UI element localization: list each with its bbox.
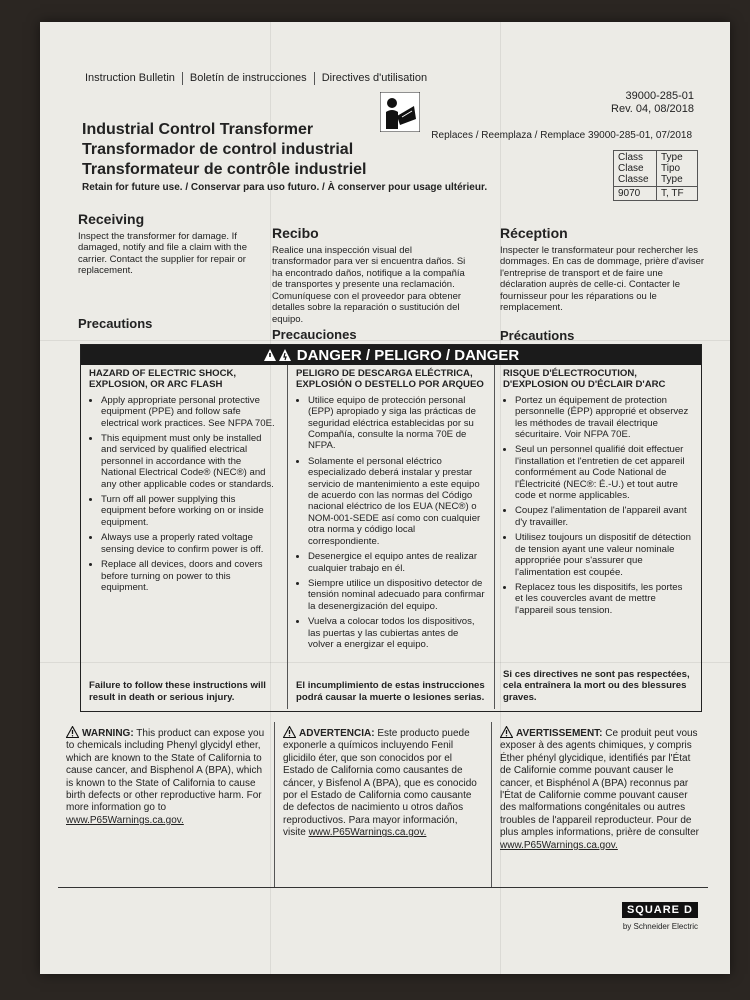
- label-en: Instruction Bulletin: [85, 72, 175, 84]
- danger-banner: [81, 345, 701, 365]
- danger-item: • Coupez l'alimentation de l'appareil avant d'y travailler.: [515, 505, 693, 528]
- receiving-text-fr: Inspecter le transformateur pour rechercher les dommages. En cas de dommage, prière d'aviser l'entreprise de transport et de faire une déclaration auprès de celle-ci. Contacter le fournisseur pour les réparations ou le remplacement.: [500, 244, 705, 313]
- danger-item: • Solamente el personal eléctrico especializado deberá instalar y prestar servicio de mantenimiento a este equipo de acuerdo con las normas del Código nacional eléctrico de los EUA (NEC®) o NOM-001-SEDE así como con cualquier otra norma y código local correspondiente.: [308, 456, 486, 547]
- warning-text-fr: Ce produit peut vous exposer à des agents chimiques, y compris Éther phényl glycidique, identifiés par l'État de Californie comme pouvant causer le cancer, et Bisphénol A (BPA) reconnus par l'État de Californie comme pouvant causer des malformations congénitales ou autres troubles de l'appareil reproducteur. Pour de plus amples informations, prière de consulter: [500, 728, 699, 839]
- danger-footer-fr: Si ces directives ne sont pas respectées, cela entraînera la mort ou des blessures graves.: [503, 668, 690, 703]
- danger-item: • Siempre utilice un dispositivo detector de tensión nominal adecuado para confirmar la desenergización del equipo.: [308, 578, 486, 612]
- class-value: 9070: [614, 187, 657, 201]
- danger-list-es: [296, 395, 486, 651]
- warning-triangle-icon: [500, 726, 513, 738]
- warning-triangle-icon: [263, 348, 293, 362]
- danger-item: • Desenergice el equipo antes de realizar cualquier trabajo en él.: [308, 551, 486, 574]
- danger-item: • Always use a properly rated voltage sensing device to confirm power is off.: [101, 532, 279, 555]
- receiving-fr: [500, 225, 705, 314]
- revision: Rev. 04, 08/2018: [611, 103, 694, 115]
- title-es: Transformador de control industrial: [82, 141, 354, 158]
- receiving-en: [78, 211, 258, 277]
- receiving-text-es: Realice una inspección visual del transformador para ver si encuentra daños. Si ha encontrado daños, notifique a la compañía de transportes y presente una reclamación. Comuníquese con el proveedor para obtener detalles sobre la reparación o sustitución del equipo.: [272, 244, 466, 325]
- danger-item: • Utilisez toujours un dispositif de détection de tension ayant une valeur nominale appropriée pour s'assurer que l'alimentation est coupée.: [515, 532, 693, 578]
- class-type-table: [613, 150, 698, 201]
- danger-item: • Vuelva a colocar todos los dispositivos, las puertas y las cubiertas antes de volver a energizar el equipo.: [308, 616, 486, 650]
- fold-line: [40, 340, 730, 341]
- warning-label-en: WARNING:: [82, 728, 134, 739]
- document-number: 39000-285-01: [625, 90, 694, 102]
- document-number-block: [611, 90, 694, 116]
- danger-item: • Portez un équipement de protection personnelle (ÉPP) approprié et observez les méthodes de travail électrique sécuritaire. Voir NFPA 70E.: [515, 395, 693, 441]
- danger-item: • Apply appropriate personal protective equipment (PPE) and follow safe electrical work practices. See NFPA 70E.: [101, 395, 279, 429]
- title-fr: Transformateur de contrôle industriel: [82, 161, 367, 178]
- label-fr: Directives d'utilisation: [314, 72, 434, 85]
- prop65-warning-row: [58, 722, 708, 888]
- p65-link-en[interactable]: www.P65Warnings.ca.gov.: [66, 814, 184, 826]
- danger-column-fr: [494, 365, 701, 709]
- bulletin-type-labels: [85, 72, 434, 85]
- title-en: Industrial Control Transformer: [82, 121, 314, 138]
- receiving-title-fr: Réception: [500, 225, 568, 241]
- danger-footer-en: Failure to follow these instructions will result in death or serious injury.: [89, 680, 266, 703]
- danger-column-es: [287, 365, 494, 709]
- receiving-es: [272, 225, 472, 325]
- danger-item: • This equipment must only be installed and serviced by qualified electrical personnel in accordance with the National Electrical Code® (NEC®) and any other applicable codes or standards.: [101, 433, 279, 490]
- warning-es: [274, 722, 491, 887]
- p65-link-fr[interactable]: www.P65Warnings.ca.gov.: [500, 839, 618, 851]
- danger-item: • Replacez tous les dispositifs, les portes et les couvercles avant de mettre l'appareil sous tension.: [515, 582, 693, 616]
- receiving-title-es: Recibo: [272, 225, 319, 241]
- warning-fr: [491, 722, 708, 887]
- warning-text-es: Este producto puede exponerle a químicos incluyendo Fenil glicidilo éter, que son conocidos por el Estado de California como causantes de cáncer, y Bisfenol A (BPA), que es conocido por el Estado de California como causante de defectos de nacimiento u otros daños reproductivos. Para mayor información, visite: [283, 728, 477, 839]
- receiving-text-en: Inspect the transformer for damage. If damaged, notify and file a claim with the carrier. Contact the supplier for repair or replacement.: [78, 230, 247, 276]
- receiving-title-en: Receiving: [78, 211, 145, 227]
- danger-item: • Seul un personnel qualifié doit effectuer l'installation et l'entretien de cet appareil conformément au Code National de l'Électricité (NEC®: É.-U.) et tout autre code et norme applicables.: [515, 444, 693, 501]
- warning-label-es: ADVERTENCIA:: [299, 728, 375, 739]
- type-value: T, TF: [657, 187, 698, 201]
- retain-note: Retain for future use. / Conservar para uso futuro. / À conserver pour usage ultérieur.: [82, 182, 488, 193]
- danger-list-fr: [503, 395, 693, 616]
- danger-item: • Utilice equipo de protección personal (EPP) apropiado y siga las prácticas de seguridad eléctrica establecidas por su Compañía, consulte la norma 70E de NFPA.: [308, 395, 486, 452]
- brand-block: [622, 900, 698, 931]
- precautions-title-en: Precautions: [78, 316, 153, 331]
- instruction-sheet: [40, 22, 730, 974]
- warning-text-en: This product can expose you to chemicals including Phenyl glycidyl ether, which are known to the State of California to cause cancer, and Bisphenol A (BPA), which is known to the State of California to cause birth defects or other reproductive harm. For more information go to: [66, 728, 265, 814]
- label-es: Boletín de instrucciones: [182, 72, 314, 85]
- danger-box: [80, 344, 702, 712]
- warning-triangle-icon: [66, 726, 79, 738]
- precautions-title-fr: Précautions: [500, 328, 575, 343]
- precautions-title-es: Precauciones: [272, 327, 357, 342]
- warning-en: [58, 722, 274, 887]
- class-labels: Class Clase Classe: [614, 151, 657, 187]
- warning-triangle-icon: [283, 726, 296, 738]
- danger-heading-es: PELIGRO DE DESCARGA ELÉCTRICA, EXPLOSIÓN O DESTELLO POR ARQUEO: [296, 368, 484, 391]
- warning-label-fr: AVERTISSEMENT:: [516, 728, 603, 739]
- replaces-note: Replaces / Reemplaza / Remplace 39000-285-01, 07/2018: [431, 130, 692, 141]
- danger-heading-en: HAZARD OF ELECTRIC SHOCK, EXPLOSION, OR ARC FLASH: [89, 368, 237, 391]
- danger-item: • Replace all devices, doors and covers before turning on power to this equipment.: [101, 559, 279, 593]
- danger-heading-fr: RISQUE D'ÉLECTROCUTION, D'EXPLOSION OU D'ÉCLAIR D'ARC: [503, 368, 666, 391]
- danger-item: • Turn off all power supplying this equipment before working on or inside equipment.: [101, 494, 279, 528]
- danger-footer-es: El incumplimiento de estas instrucciones podrá causar la muerte o lesiones serias.: [296, 680, 485, 703]
- square-d-logo: SQUARE D: [622, 902, 698, 918]
- danger-list-en: [89, 395, 279, 594]
- type-labels: Type Tipo Type: [657, 151, 698, 187]
- p65-link-es[interactable]: www.P65Warnings.ca.gov.: [308, 827, 427, 839]
- schneider-byline: by Schneider Electric: [622, 922, 698, 931]
- read-instructions-icon: [380, 92, 420, 132]
- danger-banner-text: DANGER / PELIGRO / DANGER: [296, 346, 520, 364]
- danger-column-en: [81, 365, 287, 709]
- title-block: [82, 120, 367, 180]
